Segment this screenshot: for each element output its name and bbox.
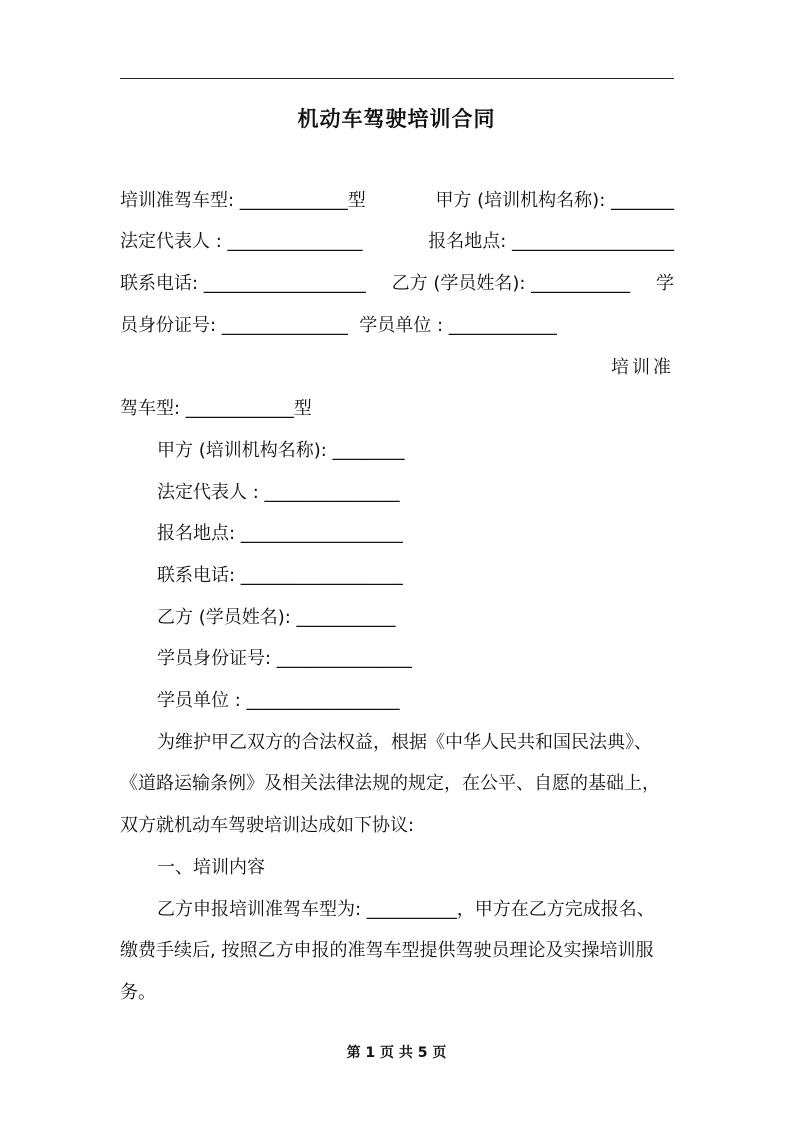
paragraph-2-line-2: 缴费手续后, 按照乙方申报的准驾车型提供驾驶员理论及实操培训服: [120, 940, 654, 961]
header-row-1-right: 甲方 (培训机构名称): _______: [435, 190, 674, 211]
field-legal-rep: 法定代表人 : _______________: [157, 482, 400, 503]
header-row-1-left: 培训准驾车型: ____________型: [120, 190, 366, 211]
header-row-4: 员身份证号: ______________ 学员单位 : ____________: [120, 315, 557, 336]
document-title: 机动车驾驶培训合同: [297, 107, 496, 131]
header-row-3-mid: 乙方 (学员姓名): ___________: [391, 273, 631, 294]
page-number-footer: 第 1 页 共 5 页: [346, 1045, 447, 1061]
header-row-3-right: 学: [655, 273, 674, 294]
header-row-6: 驾车型: ____________型: [120, 398, 312, 419]
paragraph-1-line-1: 为维护甲乙双方的合法权益，根据《中华人民共和国民法典》、: [157, 732, 652, 753]
header-row-2-right: 报名地点: __________________: [428, 231, 674, 252]
field-id-number: 学员身份证号: _______________: [157, 648, 412, 669]
field-party-b: 乙方 (学员姓名): ___________: [157, 607, 396, 628]
header-row-2-left: 法定代表人 : _______________: [120, 231, 363, 252]
paragraph-1-line-3: 双方就机动车驾驶培训达成如下协议:: [120, 815, 415, 836]
field-employer: 学员单位 : _________________: [157, 690, 400, 711]
header-row-2: [120, 230, 674, 254]
field-phone: 联系电话: __________________: [157, 565, 403, 586]
paragraph-1-line-2: 《道路运输条例》及相关法律法规的规定，在公平、自愿的基础上，: [120, 773, 660, 794]
field-reg-location: 报名地点: __________________: [157, 523, 403, 544]
paragraph-2-line-1: 乙方申报培训准驾车型为: __________，甲方在乙方完成报名、: [157, 899, 655, 920]
header-row-3: [120, 272, 674, 296]
header-rule: [120, 78, 674, 79]
header-row-3-left: 联系电话: __________________: [120, 273, 366, 294]
header-row-1: [120, 189, 674, 213]
section-1-heading: 一、培训内容: [157, 857, 265, 878]
field-party-a: 甲方 (培训机构名称): ________: [157, 440, 405, 461]
header-row-5: 培训准: [611, 357, 674, 378]
paragraph-2-line-3: 务。: [120, 982, 156, 1003]
